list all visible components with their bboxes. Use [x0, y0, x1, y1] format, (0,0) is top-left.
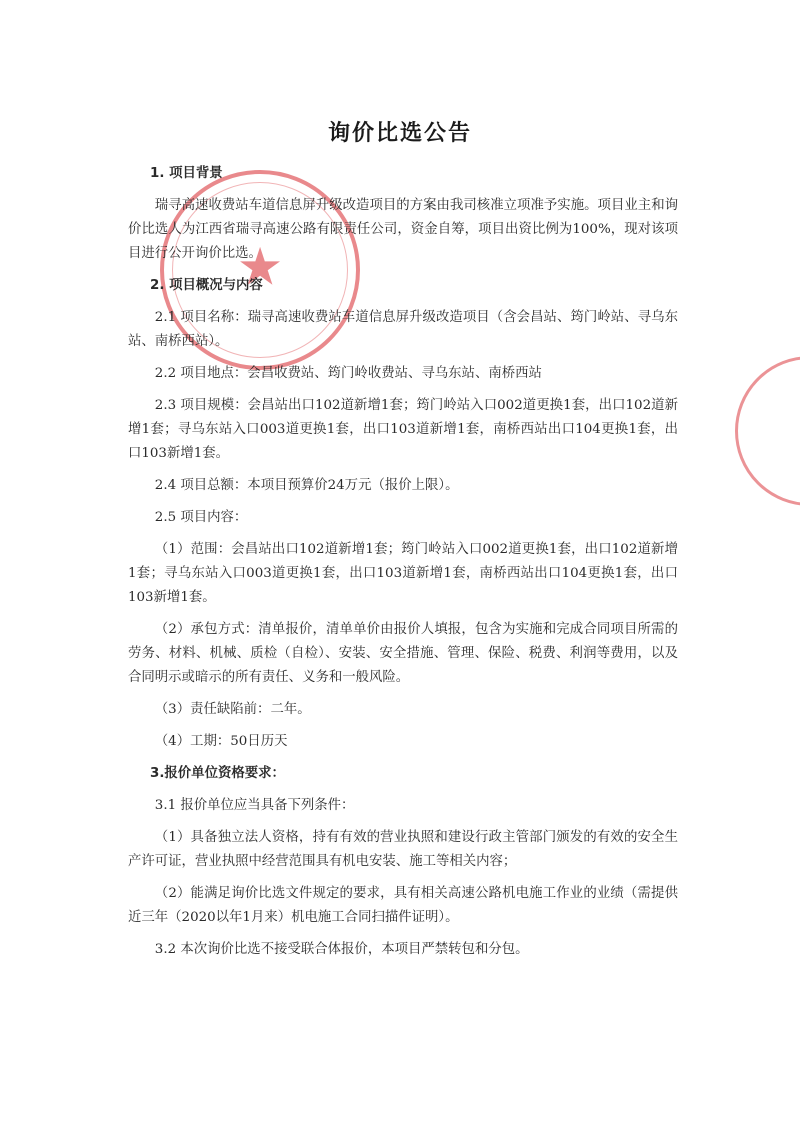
partial-seal [735, 356, 800, 506]
body-paragraph: 瑞寻高速收费站车道信息屏升级改造项目的方案由我司核准立项准予实施。项目业主和询价比选人为江西省瑞寻高速公路有限责任公司，资金自筹，项目出资比例为100%，现对该项目进行公开询价比选。 [128, 198, 678, 261]
body-paragraph: （2）承包方式：清单报价，清单单价由报价人填报，包含为实施和完成合同项目所需的劳务、材料、机械、质检（自检）、安装、安全措施、管理、保险、税费、利润等费用，以及合同明示或暗示的所有责任、义务和一般风险。 [128, 622, 678, 685]
section-heading: 2. 项目概况与内容 [150, 278, 263, 293]
body-paragraph: 2.5 项目内容： [154, 510, 248, 525]
body-paragraph: （1）范围：会昌站出口102道新增1套；筠门岭站入口002道更换1套，出口102道新增1套；寻乌东站入口003道更换1套，出口103道新增1套，南桥西站出口104更换1套，出口103新增1套。 [128, 542, 678, 605]
body-paragraph: 3.1 报价单位应当具备下列条件： [154, 798, 355, 813]
body-paragraph: （2）能满足询价比选文件规定的要求，具有相关高速公路机电施工作业的业绩（需提供近三年（2020以年1月来）机电施工合同扫描件证明）。 [128, 886, 678, 925]
body-paragraph: （4）工期：50日历天 [154, 734, 288, 749]
body-paragraph: 3.2 本次询价比选不接受联合体报价，本项目严禁转包和分包。 [154, 942, 529, 957]
body-paragraph: 2.2 项目地点：会昌收费站、筠门岭收费站、寻乌东站、南桥西站 [154, 366, 542, 381]
section-heading: 1. 项目背景 [150, 166, 223, 181]
body-paragraph: 2.3 项目规模：会昌站出口102道新增1套；筠门岭站入口002道更换1套，出口102道新增1套；寻乌东站入口003道更换1套，出口103道新增1套，南桥西站出口104更换1套，出口103新增1套。 [128, 398, 678, 461]
body-paragraph: 2.4 项目总额：本项目预算价24万元（报价上限）。 [154, 478, 459, 493]
document-body [128, 162, 678, 970]
body-paragraph: （1）具备独立法人资格，持有有效的营业执照和建设行政主管部门颁发的有效的安全生产许可证，营业执照中经营范围具有机电安装、施工等相关内容； [128, 830, 678, 869]
star-icon: ★ [236, 237, 284, 298]
body-paragraph: 2.1 项目名称：瑞寻高速收费站车道信息屏升级改造项目（含会昌站、筠门岭站、寻乌东站、南桥西站）。 [128, 310, 678, 349]
page-title: 询价比选公告 [327, 121, 472, 146]
section-heading: 3.报价单位资格要求： [150, 766, 285, 781]
body-paragraph: （3）责任缺陷前：二年。 [154, 702, 311, 717]
